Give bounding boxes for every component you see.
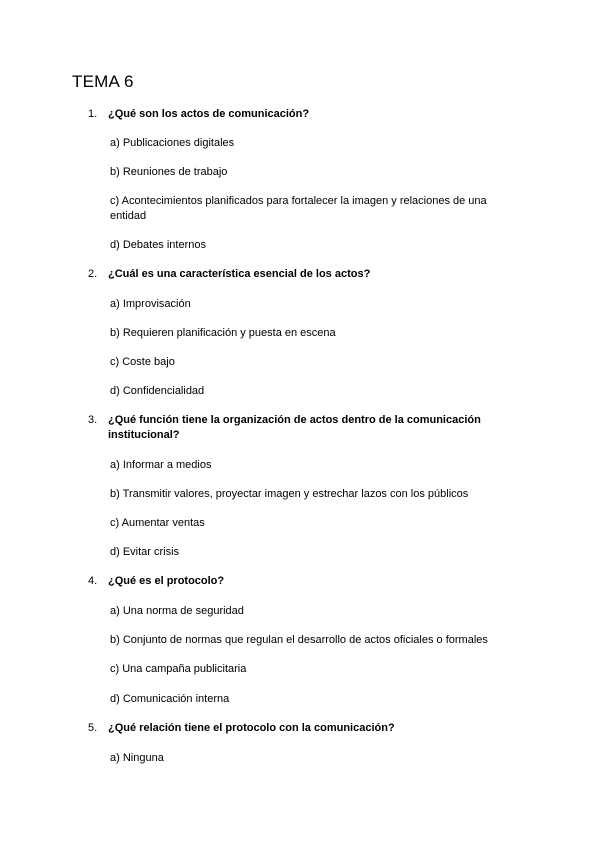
question-text: ¿Qué relación tiene el protocolo con la comunicación? xyxy=(108,722,395,734)
option-4b: b) Conjunto de normas que regulan el desarrollo de actos oficiales o formales xyxy=(110,634,488,646)
option-1d: d) Debates internos xyxy=(110,239,206,251)
question-number: 5. xyxy=(88,722,98,734)
question-text: ¿Cuál es una característica esencial de los actos? xyxy=(108,268,371,280)
option-3a: a) Informar a medios xyxy=(110,459,212,471)
option-1a: a) Publicaciones digitales xyxy=(110,137,235,149)
option-3c: c) Aumentar ventas xyxy=(110,517,205,529)
question-number: 4. xyxy=(88,575,98,587)
option-5a: a) Ninguna xyxy=(110,752,164,764)
option-2d: d) Confidencialidad xyxy=(110,385,205,397)
option-1c: c) Acontecimientos planificados para fortalecer la imagen y relaciones de una entidad xyxy=(110,195,487,222)
page-title: TEMA 6 xyxy=(72,72,134,91)
option-2a: a) Improvisación xyxy=(110,298,191,310)
option-4c: c) Una campaña publicitaria xyxy=(110,663,247,675)
question-text: ¿Qué es el protocolo? xyxy=(108,575,225,587)
question-text: ¿Qué función tiene la organización de actos dentro de la comunicación institucional? xyxy=(108,414,481,441)
question-number: 3. xyxy=(88,414,98,426)
question-text: ¿Qué son los actos de comunicación? xyxy=(108,108,310,120)
option-2b: b) Requieren planificación y puesta en escena xyxy=(110,327,336,339)
question-1 xyxy=(88,107,508,122)
option-3d: d) Evitar crisis xyxy=(110,546,180,558)
option-2c: c) Coste bajo xyxy=(110,356,175,368)
question-number: 1. xyxy=(88,108,98,120)
question-4 xyxy=(88,574,508,589)
question-number: 2. xyxy=(88,268,98,280)
question-5 xyxy=(88,721,508,736)
option-3b: b) Transmitir valores, proyectar imagen y estrechar lazos con los públicos xyxy=(110,488,469,500)
question-3 xyxy=(88,413,508,443)
question-2 xyxy=(88,267,508,282)
option-4a: a) Una norma de seguridad xyxy=(110,605,244,617)
option-1b: b) Reuniones de trabajo xyxy=(110,166,228,178)
option-4d: d) Comunicación interna xyxy=(110,693,230,705)
